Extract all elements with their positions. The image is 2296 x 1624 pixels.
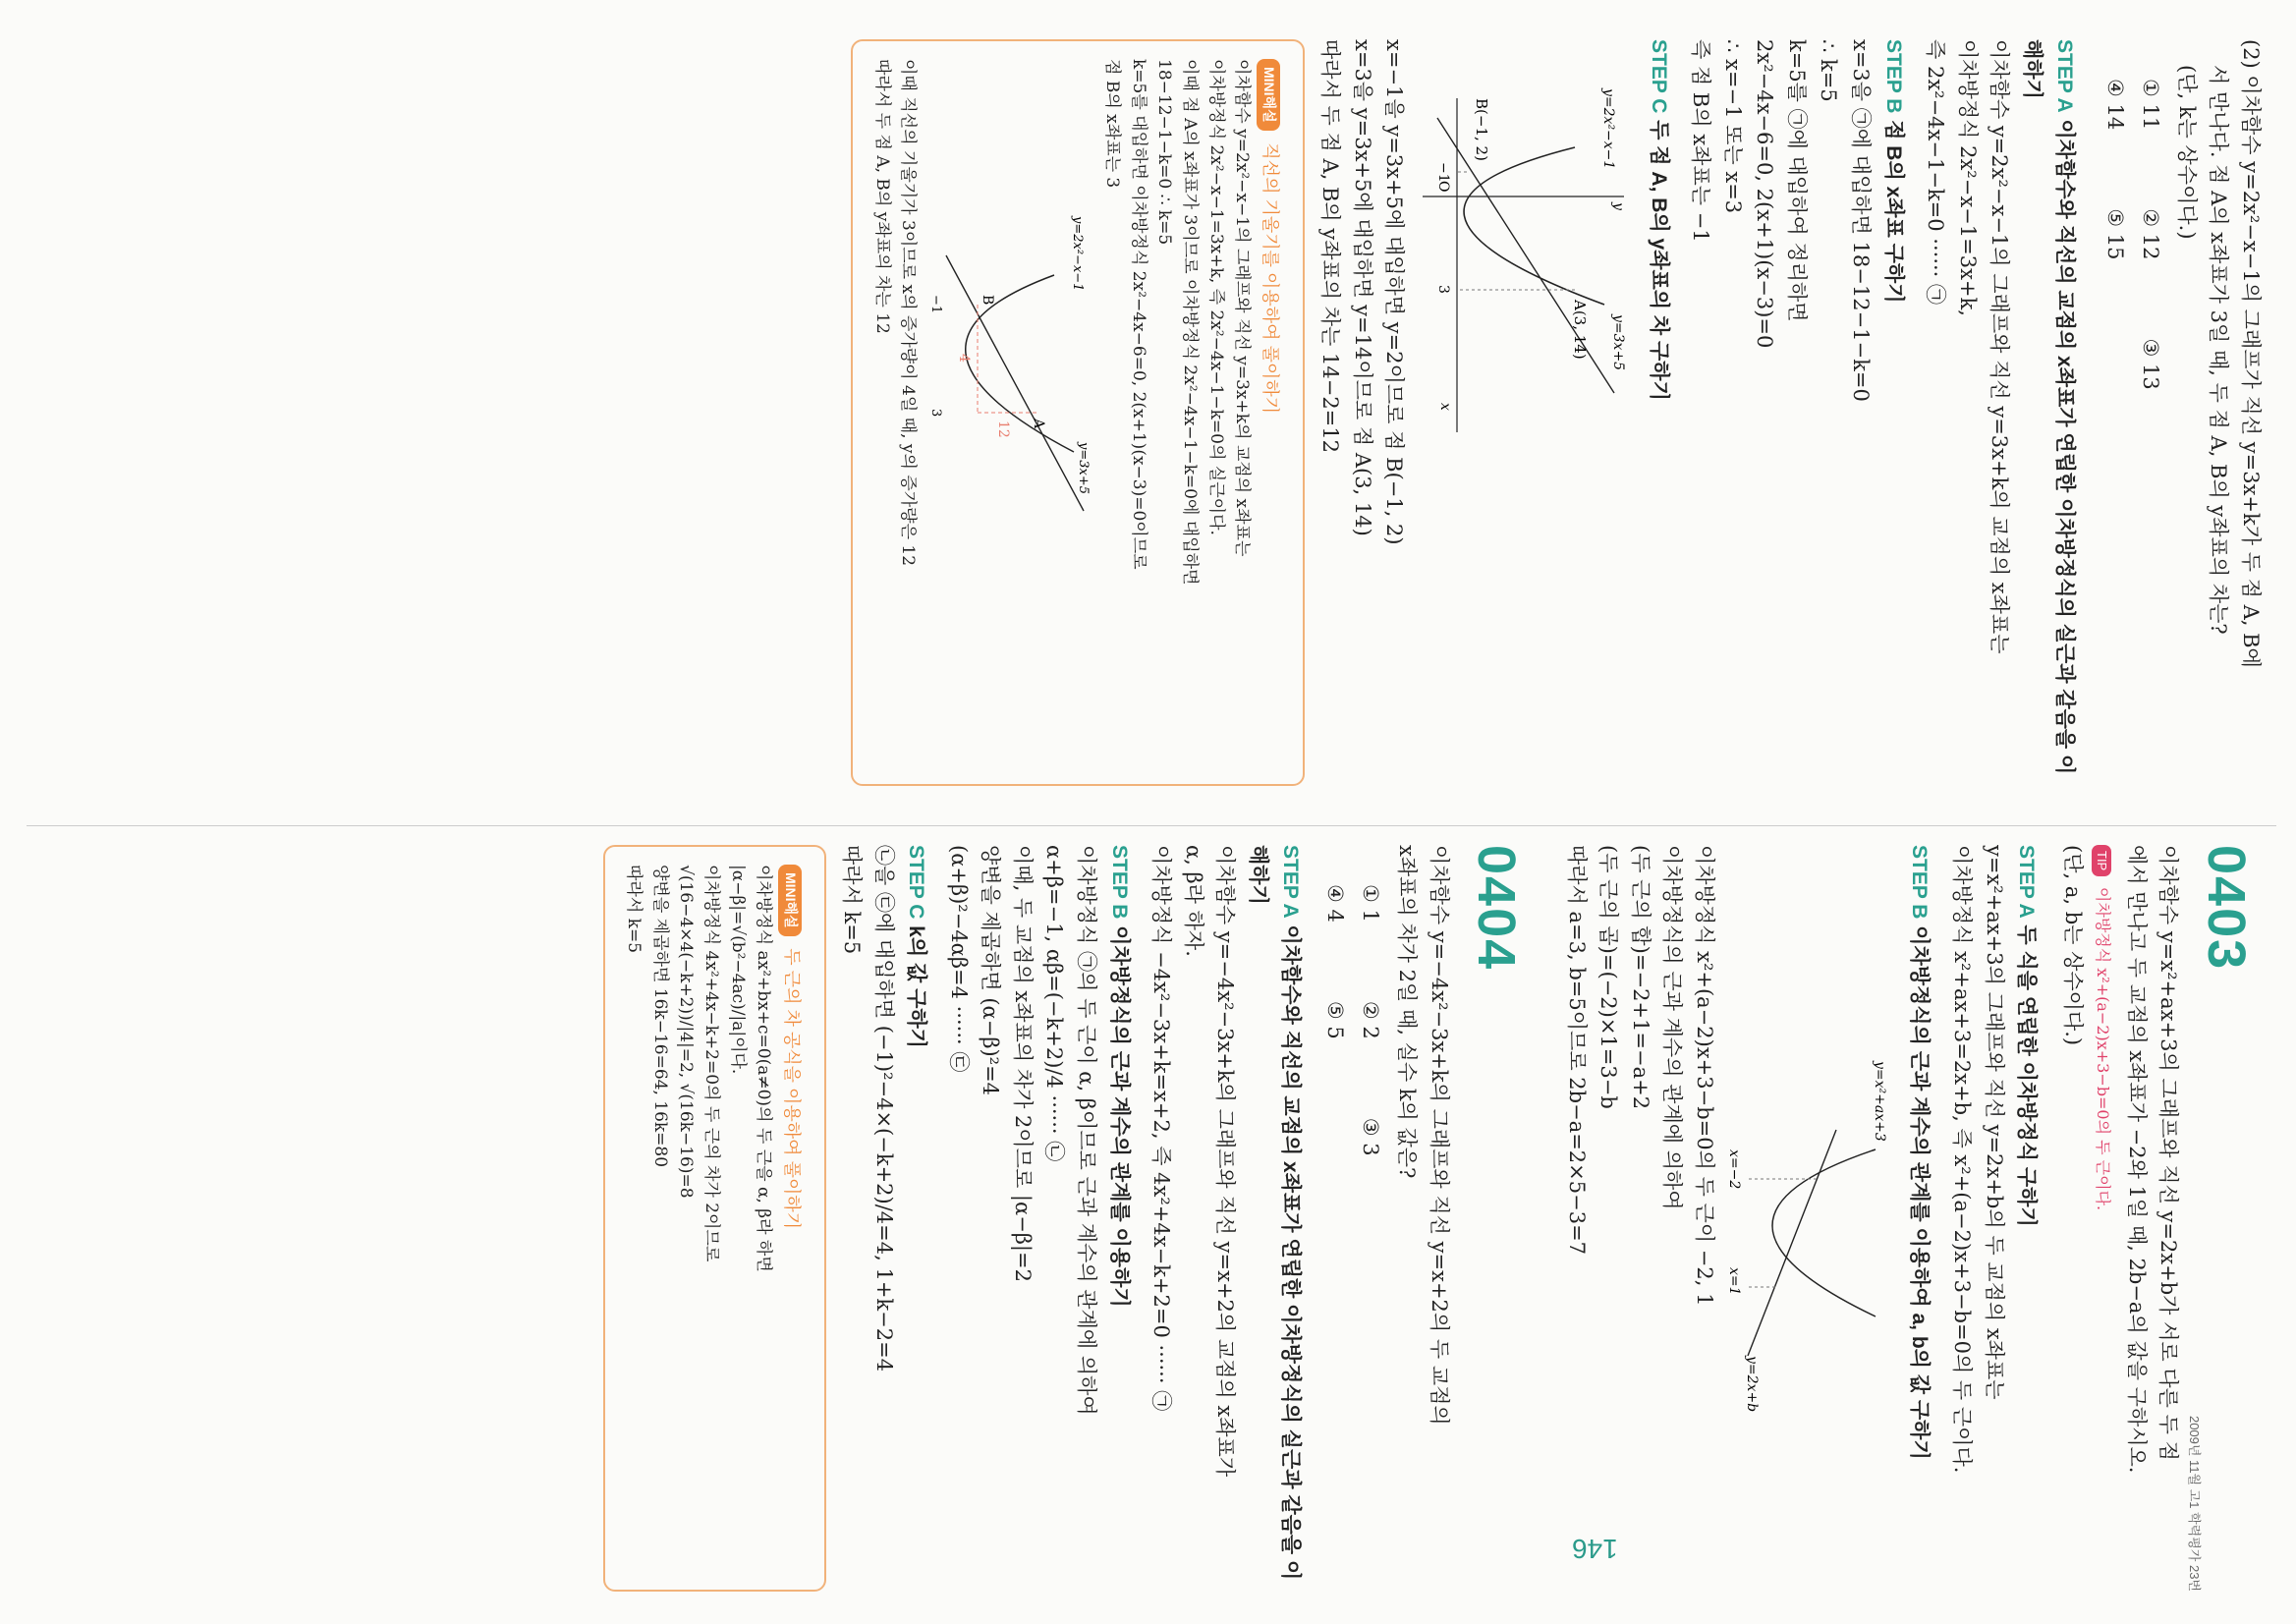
question-line: (2) 이차함수 y=2x²−x−1의 그래프가 직선 y=3x+k가 두 점 A, B에 bbox=[2239, 39, 2263, 668]
tick-minus2: x=−2 bbox=[1725, 1149, 1742, 1190]
choice: ④ 4 bbox=[1322, 884, 1347, 923]
mini-solution-box bbox=[851, 39, 1304, 786]
question-line: 이차함수 y=x²+ax+3의 그래프와 직선 y=2x+b가 서로 다른 두 점 bbox=[2156, 845, 2181, 1461]
choices-row-1 bbox=[1355, 884, 1387, 1592]
question-line: (단, k는 상수이다.) bbox=[2174, 65, 2199, 240]
step-title: 이차방정식의 근과 계수의 관계를 이용하여 a, b의 값 구하기 bbox=[1908, 925, 1932, 1460]
step-title: 이차방정식의 근과 계수의 관계를 이용하기 bbox=[1107, 925, 1131, 1308]
question-line: (단, a, b는 상수이다.) bbox=[2060, 845, 2085, 1046]
mini-line: 이차방정식 4x²+4x−k+2=0의 두 근의 차가 2이므로 bbox=[701, 865, 722, 1262]
step-title: k의 값 구하기 bbox=[905, 925, 928, 1048]
text-line: 이차방정식 2x²−x−1=3x+k, bbox=[1955, 39, 1980, 316]
step-label: STEP A bbox=[1279, 845, 1303, 919]
mini-line: 이차함수 y=2x²−x−1의 그래프와 직선 y=3x+k의 교점의 x좌표는 bbox=[1231, 59, 1252, 557]
step-b bbox=[1903, 845, 1936, 1592]
tip-badge: TIP bbox=[2092, 845, 2111, 876]
mini-line: k=5를 대입하면 이차방정식 2x²−4x−6=0, 2(x+1)(x−3)=0이므로 bbox=[1128, 59, 1148, 570]
mini-solution-box bbox=[603, 845, 826, 1592]
tick-minus1: −1 bbox=[1435, 162, 1452, 183]
column-divider bbox=[27, 825, 2276, 826]
choices-row-1 bbox=[2135, 79, 2167, 786]
text-line: α, β라 하자. bbox=[1181, 845, 1205, 957]
problem-id: 0404 bbox=[1467, 845, 1527, 972]
mini-line: 이때 점 A의 x좌표가 3이므로 이차방정식 2x²−4x−1−k=0에 대입하면 bbox=[1180, 59, 1201, 586]
y-axis-label: y bbox=[1610, 202, 1627, 210]
step-title: 점 B의 x좌표 구하기 bbox=[1881, 120, 1905, 304]
left-column bbox=[851, 39, 2267, 786]
mini-line: 이때 직선의 기울기가 3이므로 x의 증가량이 4일 때, y의 증가량은 12 bbox=[897, 59, 918, 567]
mini-curve-label: y=2x²−x−1 bbox=[1069, 216, 1085, 292]
question-line: x좌표의 차가 2일 때, 실수 k의 값은? bbox=[1394, 845, 1419, 1179]
step-title: 이차함수와 직선의 교점의 x좌표가 연립한 이차방정식의 실근과 같음을 이해하기 bbox=[2020, 39, 2077, 775]
problem-source: 2009년 11월 고1 학력평가 23번 bbox=[2187, 1415, 2203, 1592]
graph-0403 bbox=[1725, 1061, 1895, 1474]
choice: ③ 3 bbox=[1359, 1117, 1383, 1156]
mini-line: 따라서 k=5 bbox=[624, 865, 644, 954]
choice: ⑤ 15 bbox=[2102, 208, 2127, 260]
step-label: STEP B bbox=[1908, 845, 1932, 920]
text-line: 이차방정식 x²+(a−2)x+3−b=0의 두 근이 −2, 1 bbox=[1692, 845, 1716, 1307]
step-title: 이차함수와 직선의 교점의 x좌표가 연립한 이차방정식의 실근과 같음을 이해하기 bbox=[1246, 845, 1303, 1581]
mini-line: 이차방정식 ax²+bx+c=0(a≠0)의 두 근을 α, β라 하면 bbox=[754, 865, 774, 1272]
point-b-label: B(−1, 2) bbox=[1473, 98, 1491, 161]
problem-id: 0403 bbox=[2197, 845, 2256, 972]
mini-line-label: y=3x+5 bbox=[1075, 442, 1091, 495]
step-a bbox=[2015, 39, 2081, 786]
choice: ⑤ 5 bbox=[1322, 1000, 1347, 1039]
choice: ① 1 bbox=[1359, 884, 1383, 923]
text-line: (두 근의 곱)=(−2)×1=3−b bbox=[1596, 845, 1621, 1109]
step-label: STEP A bbox=[2053, 39, 2077, 113]
choices-row-2 bbox=[2099, 79, 2131, 786]
mini-line: |α−β|=√(b²−4ac)/|a|이다. bbox=[727, 865, 748, 1075]
text-line: k=5를 ㉠에 대입하여 정리하면 bbox=[1784, 39, 1809, 322]
point-a-label: A(3, 14) bbox=[1571, 300, 1590, 360]
mini-line: √(16−4×4(−k+2))/|4|=2, √(16k−16)=8 bbox=[676, 865, 697, 1199]
step-b bbox=[1876, 39, 1910, 786]
text-line: x=3을 y=3x+5에 대입하면 y=14이므로 점 A(3, 14) bbox=[1350, 39, 1374, 536]
mini-title: 직선의 기울기를 이용하여 풀이하기 bbox=[1260, 142, 1280, 415]
tick-3: 3 bbox=[1435, 285, 1452, 294]
text-line: 따라서 a=3, b=5이므로 2b−a=2×5−3=7 bbox=[1564, 845, 1589, 1256]
mini-line: 점 B의 x좌표는 3 bbox=[1102, 59, 1123, 189]
text-line: x=3을 ㉠에 대입하면 18−12−1−k=0 bbox=[1848, 39, 1873, 402]
choice: ① 11 bbox=[2139, 79, 2163, 131]
mini-line: 따라서 두 점 A, B의 y좌표의 차는 12 bbox=[871, 59, 892, 334]
right-column bbox=[603, 845, 2267, 1592]
mini-badge: MINI해설 bbox=[1257, 59, 1280, 131]
text-line: y=x²+ax+3의 그래프와 직선 y=2x+b의 두 교점의 x좌표는 bbox=[1982, 845, 2006, 1400]
mini-graph bbox=[926, 216, 1093, 550]
mini-tick-3: 3 bbox=[927, 409, 943, 418]
curve-label: y=2x²−x−1 bbox=[1600, 88, 1617, 170]
mini-badge: MINI해설 bbox=[778, 865, 802, 936]
step-title: 두 식을 연립한 이차방정식 구하기 bbox=[2015, 924, 2039, 1227]
mini-a: A bbox=[1030, 419, 1046, 429]
choice: ③ 13 bbox=[2139, 338, 2163, 390]
text-line: (두 근의 합)=−2+1=−a+2 bbox=[1628, 845, 1652, 1110]
x-axis-label: x bbox=[1437, 403, 1454, 411]
text-line: x=−1을 y=3x+5에 대입하면 y=2이므로 점 B(−1, 2) bbox=[1382, 39, 1407, 545]
step-label: STEP B bbox=[1107, 845, 1131, 920]
step-a bbox=[2010, 845, 2044, 1592]
rise-label: 12 bbox=[994, 420, 1011, 438]
graph-parabola-line bbox=[1418, 79, 1634, 452]
line-graph bbox=[1748, 1130, 1836, 1356]
text-line: 즉 점 B의 x좌표는 −1 bbox=[1689, 39, 1713, 243]
line-label: y=2x+b bbox=[1743, 1356, 1760, 1413]
mini-line: 18−12−1−k=0 ∴ k=5 bbox=[1153, 59, 1174, 246]
text-line: 이차함수 y=2x²−x−1의 그래프와 직선 y=3x+k의 교점의 x좌표는 bbox=[1988, 39, 2012, 654]
text-line: 양변을 제곱하면 (α−β)²=4 bbox=[979, 845, 1003, 1096]
text-line: 이차방정식 ㉠의 두 근이 α, β이므로 근과 계수의 관계에 의하여 bbox=[1075, 845, 1099, 1416]
step-label: STEP B bbox=[1881, 39, 1905, 114]
problem-0403 bbox=[1560, 845, 2267, 1592]
choices-row-2 bbox=[1318, 884, 1351, 1592]
page-number: 146 bbox=[1572, 1534, 1618, 1564]
text-line: 이차방정식의 근과 계수의 관계에 의하여 bbox=[1660, 845, 1685, 1210]
tip-text: 이차방정식 x²+(a−2)x+3−b=0의 두 근이다. bbox=[2094, 886, 2113, 1211]
parabola-curve bbox=[1464, 147, 1604, 305]
mini-title: 두 근의 차 공식을 이용하여 풀이하기 bbox=[781, 948, 802, 1230]
text-line: 이차함수 y=−4x²−3x+k의 그래프와 직선 y=x+2의 교점의 x좌표가 bbox=[1213, 845, 1238, 1478]
step-label: STEP A bbox=[2015, 845, 2039, 919]
text-line: 따라서 k=5 bbox=[840, 845, 865, 955]
text-line: 이차방정식 x²+ax+3=2x+b, 즉 x²+(a−2)x+3−b=0의 두 근이다. bbox=[1950, 845, 1975, 1474]
text-line: 따라서 두 점 A, B의 y좌표의 차는 14−2=12 bbox=[1318, 39, 1343, 454]
text-line: ㉡을 ㉢에 대입하면 (−1)²−4×(−k+2)/4=4, 1+k−2=4 bbox=[871, 845, 896, 1372]
text-line: 2x²−4x−6=0, 2(x+1)(x−3)=0 bbox=[1753, 39, 1777, 349]
tick-1: x=1 bbox=[1725, 1267, 1742, 1296]
curve-label: y=x²+ax+3 bbox=[1871, 1061, 1887, 1142]
part2-question bbox=[2170, 39, 2267, 786]
text-line: ∴ x=−1 또는 x=3 bbox=[1720, 39, 1745, 214]
choice: ② 12 bbox=[2139, 208, 2163, 260]
mini-line: 양변을 제곱하면 16k−16=64, 16k=80 bbox=[649, 865, 670, 1168]
step-label: STEP C bbox=[905, 845, 928, 920]
text-line: ∴ k=5 bbox=[1817, 39, 1841, 102]
mini-line: 이차방정식 2x²−x−1=3x+k, 즉 2x²−4x−1−k=0의 실근이다. bbox=[1205, 59, 1226, 535]
question-line: 이차함수 y=−4x²−3x+k의 그래프와 직선 y=x+2의 두 교점의 bbox=[1427, 845, 1451, 1426]
run-label: 4 bbox=[955, 354, 972, 363]
choice: ② 2 bbox=[1359, 1000, 1383, 1039]
choice: ④ 14 bbox=[2102, 79, 2127, 131]
step-b bbox=[1102, 845, 1136, 1592]
step-label: STEP C bbox=[1647, 39, 1670, 114]
text-line: 즉 2x²−4x−1−k=0 ······ ㉠ bbox=[1924, 39, 1948, 306]
text-line: 이차방정식 −4x²−3x+k=x+2, 즉 4x²+4x−k+2=0 ······ ㉠ bbox=[1149, 845, 1174, 1412]
problem-0404 bbox=[603, 845, 1537, 1592]
origin-label: O bbox=[1435, 181, 1452, 193]
mini-b: B bbox=[979, 295, 995, 306]
parabola-curve bbox=[1772, 1149, 1876, 1316]
question-line: 서 만나다. 점 A의 x좌표가 3일 때, 두 점 A, B의 y좌표의 차는? bbox=[2207, 65, 2231, 635]
text-line: α+β=−1, αβ=(−k+2)/4 ······ ㉡ bbox=[1042, 845, 1067, 1162]
step-c bbox=[1642, 39, 1675, 786]
mini-line-graph bbox=[946, 255, 1084, 511]
question-line: 에서 만나고 두 교점의 x좌표가 −2와 1일 때, 2b−a의 값을 구하시오. bbox=[2124, 845, 2149, 1474]
step-c bbox=[900, 845, 933, 1592]
line-label: y=3x+5 bbox=[1610, 314, 1627, 371]
step-title: 두 점 A, B의 y좌표의 차 구하기 bbox=[1647, 120, 1670, 401]
text-line: (α+β)²−4αβ=4 ······ ㉢ bbox=[946, 845, 971, 1073]
step-a bbox=[1241, 845, 1307, 1592]
mini-tick-minus1: −1 bbox=[927, 295, 943, 314]
text-line: 이때, 두 교점의 x좌표의 차가 2이므로 |α−β|=2 bbox=[1010, 845, 1035, 1282]
